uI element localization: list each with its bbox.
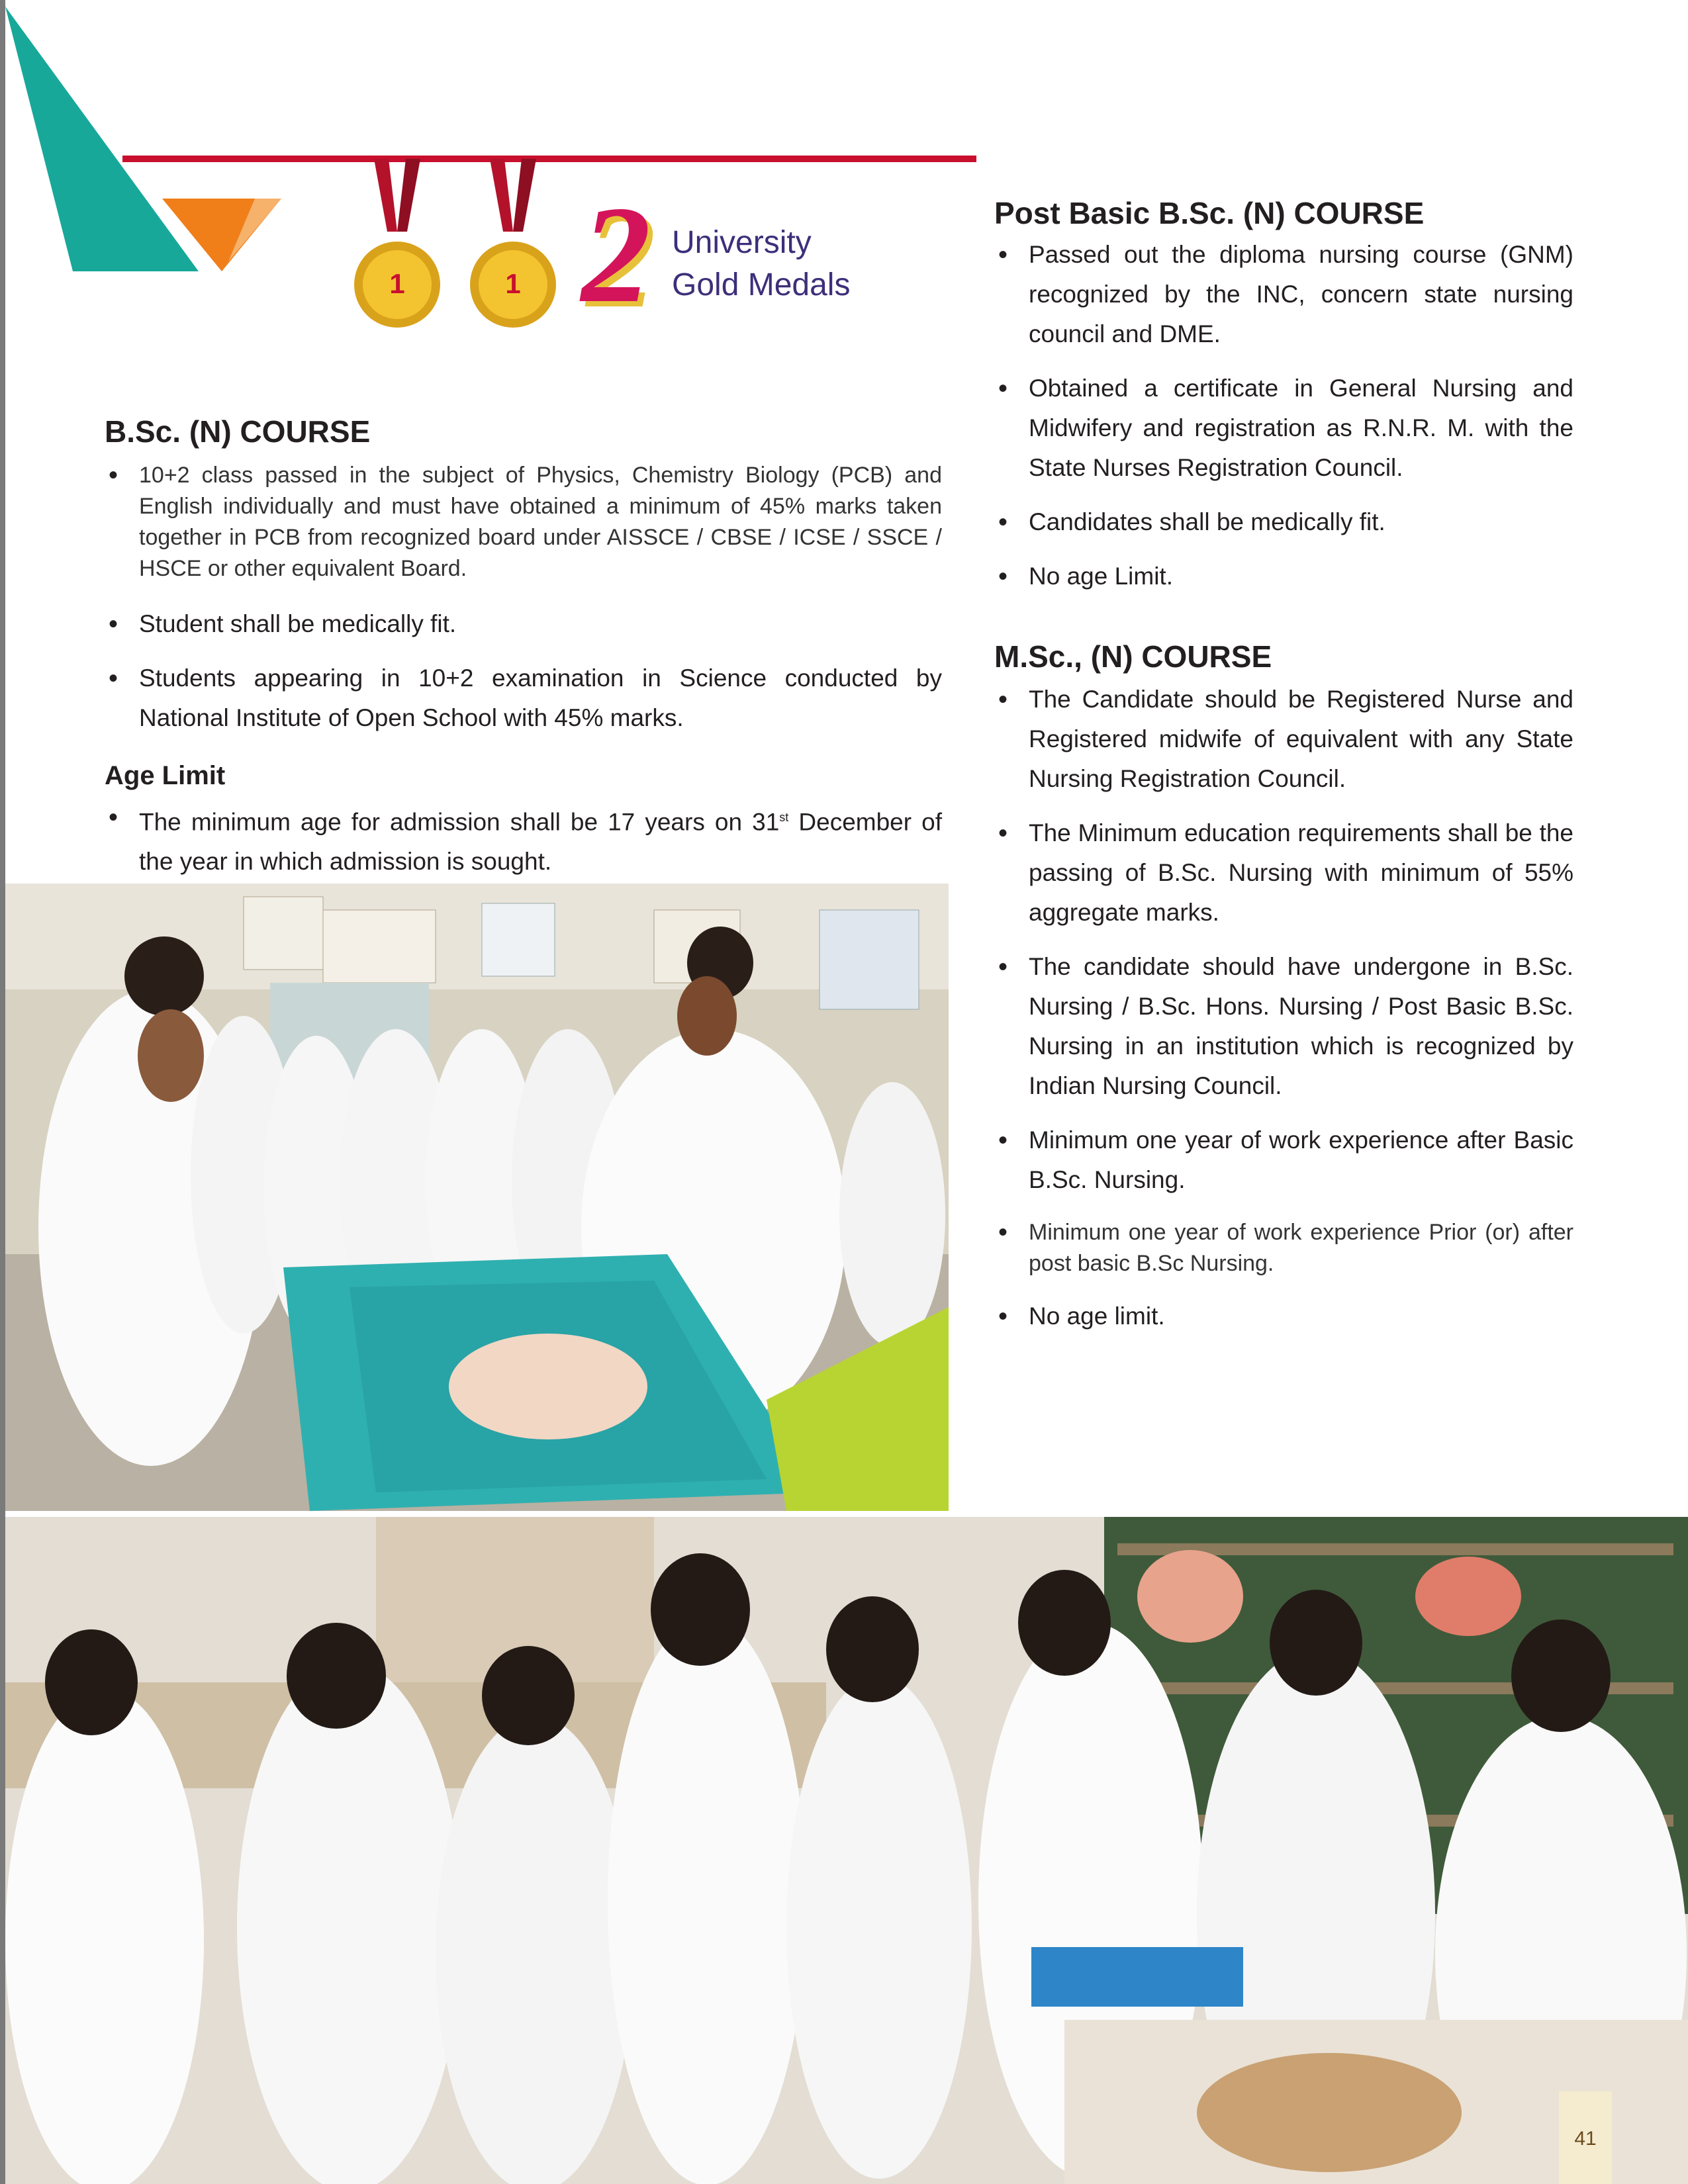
age-limit-list <box>105 797 942 882</box>
photo-cpr-training <box>5 884 949 1511</box>
medal-caption-line1: University <box>672 225 812 260</box>
medal-count: 2 <box>581 178 651 332</box>
msc-requirements-list <box>994 680 1573 1336</box>
medal-2-number: 1 <box>505 268 521 299</box>
msc-course-title: M.Sc., (N) COURSE <box>994 639 1272 674</box>
list-item: • Students appearing in 10+2 examination in Science conducted by National Institute of Open School with 45% marks. <box>105 659 942 738</box>
age-limit-heading: Age Limit <box>105 761 226 790</box>
list-item: • 10+2 class passed in the subject of Physics, Chemistry Biology (PCB) and English individually and must have obtained a minimum of 45% marks taken together in PCB from recognized board under AISSCE / CBSE / ICSE / SSCE / HSCE or other equivalent Board. <box>105 460 942 584</box>
page-border <box>0 0 5 2184</box>
post-basic-requirements-list <box>994 235 1573 596</box>
list-item: • Candidates shall be medically fit. <box>994 502 1573 542</box>
medal-caption-line2: Gold Medals <box>672 267 851 302</box>
list-item: • Passed out the diploma nursing course (GNM) recognized by the INC, concern state nursing council and DME. <box>994 235 1573 354</box>
list-item <box>105 797 942 882</box>
page-number-tab <box>1559 2091 1612 2184</box>
bsc-course-title: B.Sc. (N) COURSE <box>105 414 371 449</box>
age-limit-text-cont: December of the year in which admission is sought. <box>139 808 943 876</box>
list-item: • The Candidate should be Registered Nurse and Registered midwife of equivalent with any State Nursing Registration Council. <box>994 680 1573 799</box>
list-item: • Obtained a certificate in General Nursing and Midwifery and registration as R.N.R. M. with the State Nurses Registration Council. <box>994 369 1573 488</box>
list-item: • Minimum one year of work experience Prior (or) after post basic B.Sc Nursing. <box>994 1217 1573 1279</box>
corner-triangle-decoration <box>0 0 298 278</box>
photo-group-demonstration <box>5 1517 1688 2184</box>
page-number: 41 <box>1574 2128 1597 2150</box>
list-item: • The candidate should have undergone in B.Sc. Nursing / B.Sc. Hons. Nursing / Post Basic B.Sc. Nursing in an institution which is recognized by Indian Nursing Council. <box>994 947 1573 1106</box>
list-item: • Student shall be medically fit. <box>105 604 942 644</box>
list-item: • The Minimum education requirements shall be the passing of B.Sc. Nursing with minimum of 55% aggregate marks. <box>994 813 1573 933</box>
gold-medal-2 <box>463 159 563 299</box>
medal-caption <box>672 222 850 306</box>
bsc-requirements-list <box>105 460 942 738</box>
age-limit-text: The minimum age for admission shall be 17 years on 31 <box>139 808 780 836</box>
list-item: • No age Limit. <box>994 557 1573 596</box>
medal-1-number: 1 <box>389 268 405 299</box>
list-item: • Minimum one year of work experience after Basic B.Sc. Nursing. <box>994 1120 1573 1200</box>
gold-medal-1 <box>348 159 447 299</box>
list-item: • No age limit. <box>994 1297 1573 1336</box>
post-basic-course-title: Post Basic B.Sc. (N) COURSE <box>994 196 1425 230</box>
age-limit-superscript: st <box>779 811 789 824</box>
